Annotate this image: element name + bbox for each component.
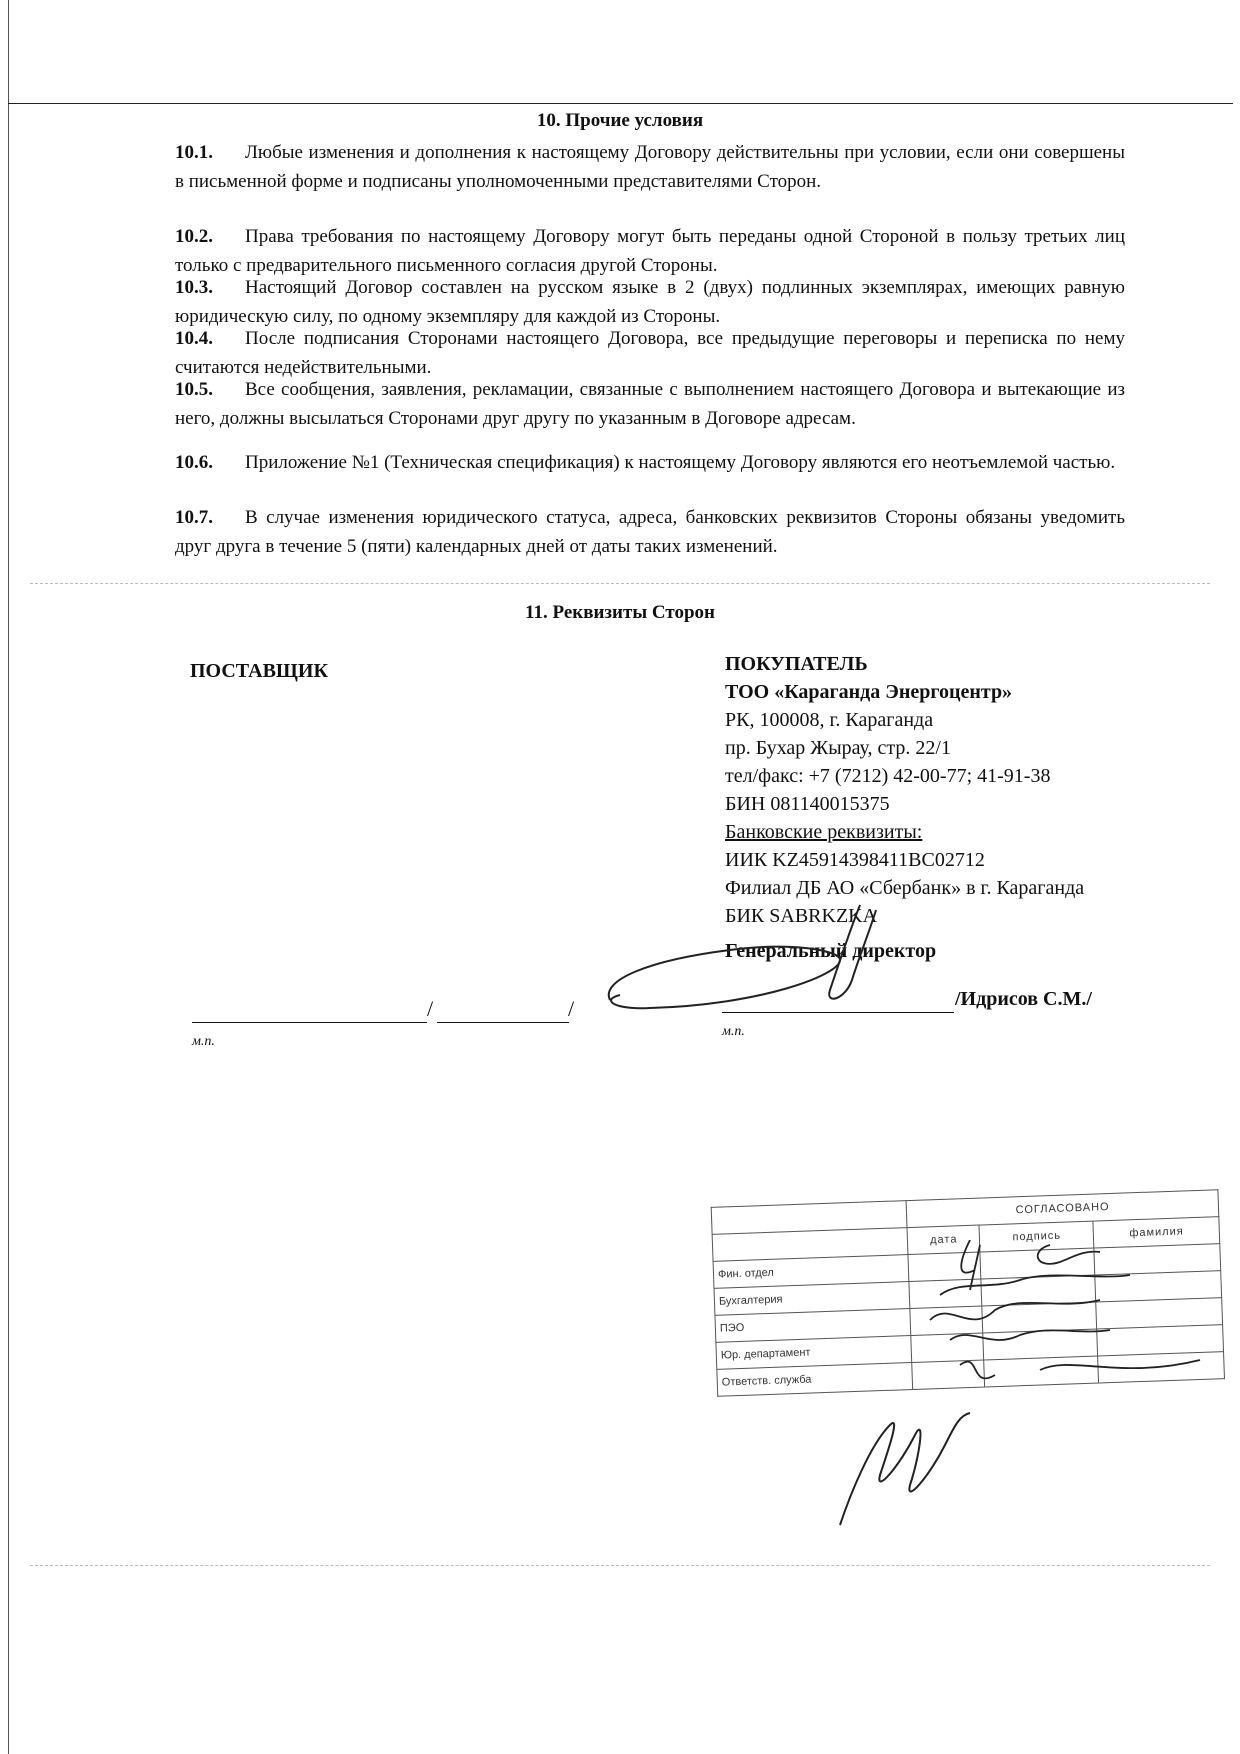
clause-10-3 <box>175 273 1125 331</box>
approval-signature-cell <box>982 1302 1097 1333</box>
clause-number: 10.3. <box>175 277 213 298</box>
buyer-address-line-1: РК, 100008, г. Караганда <box>725 709 934 731</box>
section-10-title: 10. Прочие условия <box>536 110 704 131</box>
clause-text: Настоящий Договор составлен на русском языке в 2 (двух) подлинных экземплярах, имеющих равную юридическую силу, по одному экземпляру для каждой из Стороны. <box>175 277 1125 327</box>
supplier-title: ПОСТАВЩИК <box>190 660 328 682</box>
clause-number: 10.4. <box>175 328 213 349</box>
approval-dept: Бухгалтерия <box>714 1282 910 1316</box>
approval-header: СОГЛАСОВАНО <box>906 1190 1218 1228</box>
approval-date-cell <box>909 1279 982 1308</box>
approval-table <box>711 1189 1225 1397</box>
approval-surname-cell <box>1098 1352 1224 1383</box>
page-left-border <box>8 0 9 1754</box>
clause-number: 10.1. <box>175 142 213 163</box>
clause-text: Права требования по настоящему Договору могут быть переданы одной Стороной в пользу третьих лиц только с предварительного письменного согласия другой Стороны. <box>175 226 1125 276</box>
approval-col-surname: фамилия <box>1093 1217 1219 1248</box>
clause-10-1 <box>175 138 1125 196</box>
buyer-stamp-place: м.п. <box>722 1024 745 1039</box>
clause-10-2 <box>175 222 1125 280</box>
clause-number: 10.5. <box>175 379 213 400</box>
buyer-signatory: /Идрисов С.М./ <box>955 988 1092 1010</box>
supplier-name-line <box>437 1022 569 1023</box>
clause-number: 10.7. <box>175 507 213 528</box>
approval-dept: ПЭО <box>715 1309 911 1343</box>
approval-date-cell <box>911 1333 984 1362</box>
clause-number: 10.6. <box>175 452 213 473</box>
clause-text: После подписания Сторонами настоящего Договора, все предыдущие переговоры и переписка по нему считаются недействительными. <box>175 328 1125 378</box>
approval-date-cell <box>910 1306 983 1335</box>
buyer-bank: Филиал ДБ АО «Сбербанк» в г. Караганда <box>725 877 1085 899</box>
clause-number: 10.2. <box>175 226 213 247</box>
scan-divider <box>30 583 1210 584</box>
approval-col-date: дата <box>907 1225 980 1254</box>
clause-text: Любые изменения и дополнения к настоящему Договору действительны при условии, если они совершены в письменной форме и подписаны уполномоченными представителями Сторон. <box>175 142 1125 192</box>
buyer-requisites <box>725 650 1084 930</box>
approval-date-cell <box>908 1252 981 1281</box>
supplier-stamp-place: м.п. <box>192 1034 215 1049</box>
approval-signature-cell <box>980 1248 1095 1279</box>
additional-signature <box>820 1405 980 1545</box>
buyer-position: Генеральный директор <box>725 940 937 962</box>
approval-signature-cell <box>984 1356 1099 1387</box>
section-11-title: 11. Реквизиты Сторон <box>525 602 715 623</box>
supplier-name-slash: / <box>568 996 575 1021</box>
approval-col-signature: подпись <box>979 1221 1094 1252</box>
buyer-company: ТОО «Караганда Энергоцентр» <box>725 681 1013 703</box>
approval-dept: Фин. отдел <box>713 1255 909 1289</box>
clause-text: Приложение №1 (Техническая спецификация) к настоящему Договору являются его неотъемлемой частью. <box>245 452 1116 473</box>
clause-10-6 <box>175 448 1125 477</box>
supplier-signature-slash: / <box>427 996 434 1021</box>
clause-10-5 <box>175 375 1125 433</box>
approval-dept: Ответств. служба <box>717 1362 913 1396</box>
clause-10-7 <box>175 503 1125 561</box>
buyer-title: ПОКУПАТЕЛЬ <box>725 653 868 675</box>
buyer-signature-line <box>722 1012 954 1013</box>
approval-signature-cell <box>983 1329 1098 1360</box>
page-top-border <box>8 103 1233 104</box>
approval-date-cell <box>912 1360 985 1389</box>
buyer-bank-label: Банковские реквизиты: <box>725 821 923 843</box>
buyer-bik: БИК SABRKZKA <box>725 905 878 927</box>
approval-signature-cell <box>981 1275 1096 1306</box>
buyer-iik: ИИК KZ45914398411BC02712 <box>725 849 985 871</box>
buyer-address-line-2: пр. Бухар Жырау, стр. 22/1 <box>725 737 951 759</box>
clause-text: Все сообщения, заявления, рекламации, связанные с выполнением настоящего Договора и вытекающие из него, должны высылаться Сторонами друг другу по указанным в Договоре адресам. <box>175 379 1125 429</box>
buyer-phone: тел/факс: +7 (7212) 42-00-77; 41-91-38 <box>725 765 1051 787</box>
approval-dept: Юр. департамент <box>716 1336 912 1370</box>
clause-10-4 <box>175 324 1125 382</box>
supplier-signature-line <box>192 1022 427 1023</box>
clause-text: В случае изменения юридического статуса, адреса, банковских реквизитов Стороны обязаны уведомить друг друга в течение 5 (пяти) календарных дней от даты таких изменений. <box>175 507 1125 557</box>
buyer-bin: БИН 081140015375 <box>725 793 890 815</box>
scan-divider-bottom <box>30 1565 1210 1566</box>
approval-stamp <box>711 1189 1226 1407</box>
